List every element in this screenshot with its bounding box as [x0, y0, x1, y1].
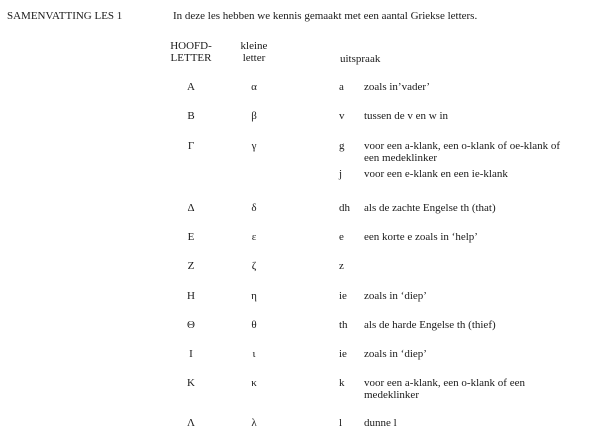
pronunciation-sound: z — [339, 260, 344, 272]
pronunciation-description-continued: een medeklinker — [364, 152, 437, 164]
lowercase-letter: λ — [251, 417, 257, 429]
lowercase-letter: η — [251, 290, 257, 302]
uppercase-letter: Κ — [187, 377, 195, 389]
lowercase-letter: γ — [251, 140, 257, 152]
letter-row-epsilon — [0, 231, 600, 255]
pronunciation-sound: th — [339, 319, 348, 331]
pronunciation-description-continued: medeklinker — [364, 389, 419, 401]
lowercase-letter: β — [251, 110, 257, 122]
letter-row-iota — [0, 348, 600, 372]
pronunciation-description: dunne l — [364, 417, 397, 429]
lowercase-letter: ε — [251, 231, 257, 243]
pronunciation-description: als de zachte Engelse th (that) — [364, 202, 496, 214]
pronunciation-description: als de harde Engelse th (thief) — [364, 319, 496, 331]
letter-row-theta — [0, 319, 600, 343]
uppercase-letter: Α — [187, 81, 195, 93]
pronunciation-sound: e — [339, 231, 344, 243]
pronunciation-sound: ie — [339, 290, 347, 302]
pronunciation-description: zoals in ‘diep’ — [364, 348, 427, 360]
uppercase-letter: Θ — [187, 319, 195, 331]
lowercase-letter: θ — [251, 319, 257, 331]
letter-row-alpha — [0, 81, 600, 105]
pronunciation-description: voor een a-klank, een o-klank of een — [364, 377, 525, 389]
lowercase-letter: α — [251, 81, 257, 93]
pronunciation-sound: g — [339, 140, 345, 152]
uppercase-letter: Η — [187, 290, 195, 302]
column-header-lowercase — [226, 40, 282, 64]
pronunciation-description: voor een a-klank, een o-klank of oe-klank of — [364, 140, 561, 152]
lowercase-letter: ι — [252, 348, 256, 360]
pronunciation-sound: l — [339, 417, 343, 429]
pronunciation-sound: dh — [339, 202, 350, 214]
pronunciation-description: zoals in’vader’ — [364, 81, 431, 93]
letter-row-kappa — [0, 377, 600, 401]
column-header-uppercase — [161, 40, 221, 64]
pronunciation-sound: v — [339, 110, 345, 122]
lowercase-letter: ζ — [251, 260, 257, 272]
pronunciation-description: zoals in ‘diep’ — [364, 290, 427, 302]
letter-row-delta — [0, 202, 600, 226]
pronunciation-sound: ie — [339, 348, 347, 360]
letter-row-gamma — [0, 140, 600, 184]
lowercase-letter: δ — [251, 202, 257, 214]
column-header-uppercase-line1: HOOFD- — [170, 40, 212, 52]
pronunciation-description-alternate: voor een e-klank en een ie-klank — [364, 168, 508, 180]
pronunciation-description: tussen de v en w in — [364, 110, 449, 122]
intro-text: In deze les hebben we kennis gemaakt met een aantal Griekse letters. — [173, 10, 478, 22]
letter-row-zeta — [0, 260, 600, 284]
column-header-uppercase-line2: LETTER — [170, 52, 212, 64]
uppercase-letter: Λ — [187, 417, 195, 429]
uppercase-letter: Γ — [187, 140, 195, 152]
uppercase-letter: Δ — [187, 202, 195, 214]
column-header-pronunciation: uitspraak — [340, 53, 381, 65]
pronunciation-sound-alternate: j — [339, 168, 343, 180]
pronunciation-description: een korte e zoals in ‘help’ — [364, 231, 478, 243]
column-header-lowercase-line1: kleine — [240, 40, 268, 52]
lowercase-letter: κ — [251, 377, 257, 389]
column-header-lowercase-line2: letter — [242, 52, 266, 64]
letter-row-beta — [0, 110, 600, 134]
lesson-summary-label: SAMENVATTING LES 1 — [7, 10, 123, 22]
letter-row-eta — [0, 290, 600, 314]
uppercase-letter: Ζ — [187, 260, 195, 272]
letter-row-lambda — [0, 417, 600, 433]
uppercase-letter: Ι — [189, 348, 193, 360]
uppercase-letter: Ε — [187, 231, 195, 243]
pronunciation-sound: k — [339, 377, 345, 389]
uppercase-letter: Β — [187, 110, 195, 122]
pronunciation-sound: a — [339, 81, 344, 93]
